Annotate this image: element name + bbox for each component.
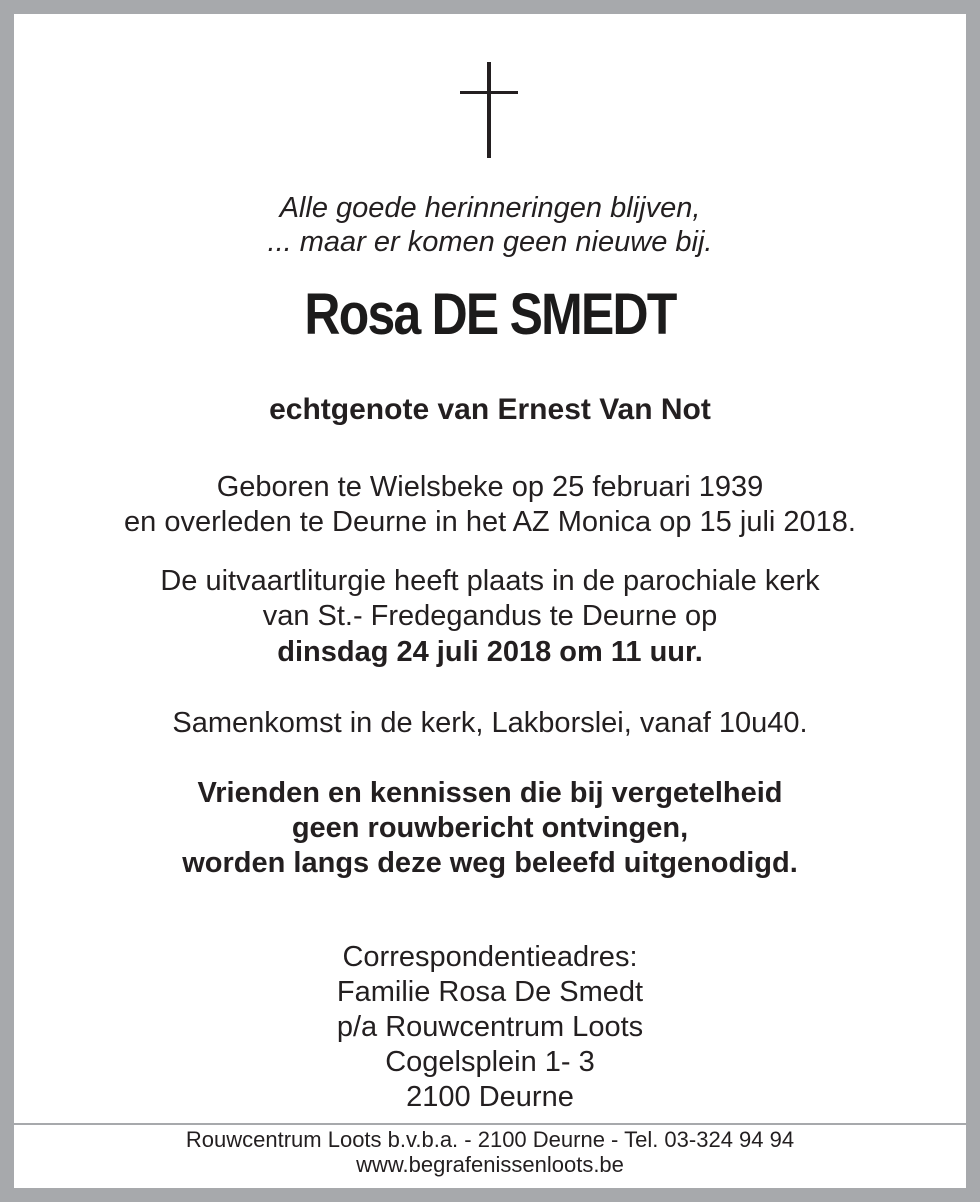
invitation-line-1: Vrienden en kennissen die bij vergetelheid xyxy=(197,777,783,809)
death-notice xyxy=(14,14,966,1188)
quote-line-2: ... maar er komen geen nieuwe bij. xyxy=(267,226,713,258)
quote-line-1: Alle goede herinneringen blijven, xyxy=(279,192,701,224)
gathering-line: Samenkomst in de kerk, Lakborslei, vanaf 10u40. xyxy=(172,707,808,739)
invitation-line-3: worden langs deze weg beleefd uitgenodigd. xyxy=(182,847,798,879)
invitation-line-2: geen rouwbericht ontvingen, xyxy=(291,812,689,844)
spouse-line: echtgenote van Ernest Van Not xyxy=(269,393,711,426)
correspondence-label: Correspondentieadres: xyxy=(342,941,638,973)
footer-company: Rouwcentrum Loots b.v.b.a. - 2100 Deurne - Tel. 03-324 94 94 xyxy=(185,1127,795,1152)
correspondence-line-3: Cogelsplein 1- 3 xyxy=(385,1046,595,1078)
footer-divider xyxy=(14,1123,966,1125)
deceased-name: Rosa DE SMEDT xyxy=(304,282,676,347)
correspondence-line-4: 2100 Deurne xyxy=(406,1081,574,1113)
correspondence-line-1: Familie Rosa De Smedt xyxy=(336,976,644,1008)
cross-icon xyxy=(14,62,966,172)
death-line: en overleden te Deurne in het AZ Monica op 15 juli 2018. xyxy=(124,506,856,538)
funeral-date: dinsdag 24 juli 2018 om 11 uur. xyxy=(277,636,703,668)
correspondence-line-2: p/a Rouwcentrum Loots xyxy=(336,1011,644,1043)
footer-website: www.begrafenissenloots.be xyxy=(356,1152,624,1177)
funeral-line-2: van St.- Fredegandus te Deurne op xyxy=(262,600,718,632)
funeral-line-1: De uitvaartliturgie heeft plaats in de parochiale kerk xyxy=(160,565,820,597)
birth-line: Geboren te Wielsbeke op 25 februari 1939 xyxy=(216,471,764,503)
